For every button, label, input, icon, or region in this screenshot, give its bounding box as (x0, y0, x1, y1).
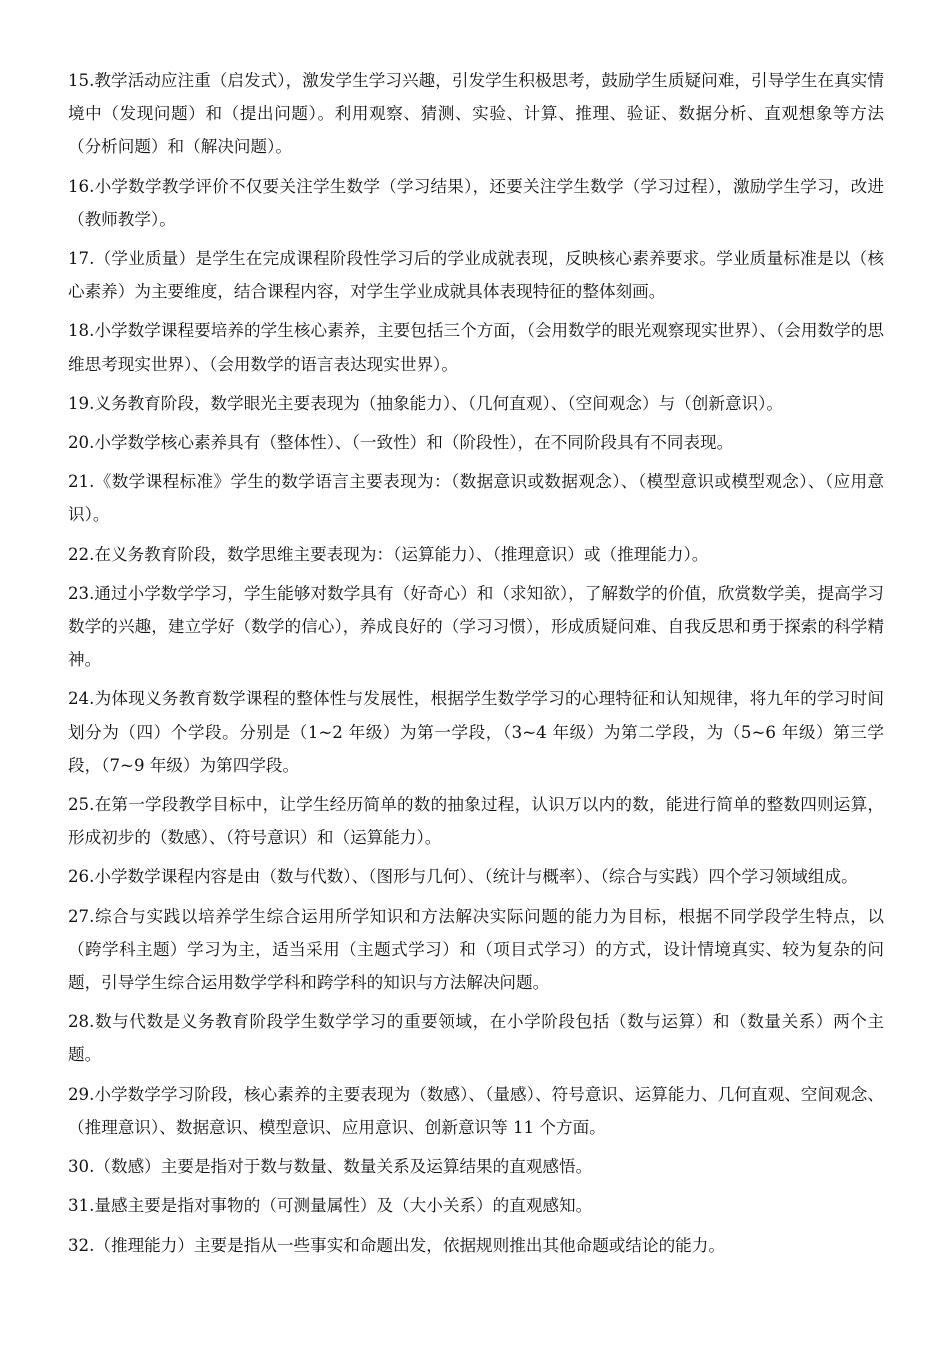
item-text: 在义务教育阶段，数学思维主要表现为：（运算能力）、（推理意识）或（推理能力）。 (94, 544, 709, 564)
item-text: 为体现义务教育数学课程的整体性与发展性，根据学生数学学习的心理特征和认知规律，将九年的学习时间划分为（四）个学段。分别是（1~2 年级）为第一学段，（3~4 年级）为第二学段，为（5~6 年级）第三学段，（7~9 年级）为第四学段。 (68, 689, 884, 775)
item-text: 义务教育阶段，数学眼光主要表现为（抽象能力）、（几何直观）、（空间观念）与（创新意识）。 (94, 393, 784, 413)
item-text: 在第一学段教学目标中，让学生经历简单的数的抽象过程，认识万以内的数，能进行简单的整数四则运算，形成初步的（数感）、（符号意识）和（运算能力）。 (68, 795, 884, 848)
item-text: 小学数学教学评价不仅要关注学生数学（学习结果），还要关注学生数学（学习过程），激励学生学习，改进（教师教学）。 (68, 176, 884, 229)
item-number: 17. (68, 249, 95, 269)
item-text: （学业质量）是学生在完成课程阶段性学习后的学业成就表现，反映核心素养要求。学业质量标准是以（核心素养）为主要维度，结合课程内容，对学生学业成就具体表现特征的整体刻画。 (68, 249, 884, 302)
list-item-22 (68, 538, 884, 571)
item-number: 30. (68, 1157, 95, 1177)
item-number: 31. (68, 1196, 95, 1216)
item-number: 26. (68, 867, 95, 887)
item-text: 小学数学学习阶段，核心素养的主要表现为（数感）、（量感）、符号意识、运算能力、几何直观、空间观念、（推理意识）、数据意识、模型意识、应用意识、创新意识等 11 个方面。 (68, 1084, 884, 1137)
item-number: 25. (68, 795, 95, 815)
list-item-29 (68, 1078, 884, 1144)
list-item-16 (68, 170, 884, 236)
list-item-15 (68, 64, 884, 164)
list-item-21 (68, 465, 884, 531)
list-item-24 (68, 682, 884, 782)
item-text: 小学数学核心素养具有（整体性）、（一致性）和（阶段性），在不同阶段具有不同表现。 (94, 433, 734, 453)
item-number: 22. (68, 544, 95, 564)
item-number: 29. (68, 1084, 95, 1104)
item-text: 综合与实践以培养学生综合运用所学知识和方法解决实际问题的能力为目标，根据不同学段学生特点，以（跨学科主题）学习为主，适当采用（主题式学习）和（项目式学习）的方式，设计情境真实、较为复杂的问题，引导学生综合运用数学学科和跨学科的知识与方法解决问题。 (68, 906, 884, 993)
list-item-25 (68, 788, 884, 854)
item-number: 20. (68, 433, 95, 453)
item-text: 通过小学数学学习，学生能够对数学具有（好奇心）和（求知欲），了解数学的价值，欣赏数学美，提高学习数学的兴趣，建立学好（数学的信心），养成良好的（学习习惯），形成质疑问难、自我反思和勇于探索的科学精神。 (68, 583, 884, 670)
item-number: 21. (68, 472, 95, 492)
item-text: 量感主要是指对事物的（可测量属性）及（大小关系）的直观感知。 (94, 1196, 593, 1216)
item-number: 18. (68, 321, 95, 341)
item-number: 32. (68, 1235, 95, 1255)
item-number: 27. (68, 906, 95, 926)
item-text: （推理能力）主要是指从一些事实和命题出发，依据规则推出其他命题或结论的能力。 (94, 1235, 725, 1255)
item-number: 24. (68, 689, 95, 709)
list-item-17 (68, 242, 884, 308)
list-item-27 (68, 900, 884, 1000)
item-text: 教学活动应注重（启发式），激发学生学习兴趣，引发学生积极思考，鼓励学生质疑问难，引导学生在真实情境中（发现问题）和（提出问题）。利用观察、猜测、实验、计算、推理、验证、数据分析、直观想象等方法（分析问题）和（解决问题）。 (68, 71, 884, 157)
item-number: 23. (68, 583, 95, 603)
item-number: 19. (68, 393, 95, 413)
item-text: 《数学课程标准》学生的数学语言主要表现为：（数据意识或数据观念）、（模型意识或模型观念）、（应用意识）。 (68, 472, 884, 525)
item-number: 16. (68, 176, 95, 196)
item-text: 小学数学课程内容是由（数与代数）、（图形与几何）、（统计与概率）、（综合与实践）四个学习领域组成。 (94, 867, 858, 887)
list-item-26 (68, 860, 884, 893)
item-number: 28. (68, 1012, 95, 1032)
list-item-19 (68, 387, 884, 420)
list-item-31 (68, 1189, 884, 1222)
list-item-23 (68, 577, 884, 677)
list-item-20 (68, 426, 884, 459)
list-item-32 (68, 1229, 884, 1262)
item-text: 数与代数是义务教育阶段学生数学学习的重要领域，在小学阶段包括（数与运算）和（数量关系）两个主题。 (68, 1012, 884, 1065)
list-item-28 (68, 1005, 884, 1071)
item-number: 15. (68, 71, 95, 90)
item-text: 小学数学课程要培养的学生核心素养，主要包括三个方面，（会用数学的眼光观察现实世界）、（会用数学的思维思考现实世界）、（会用数学的语言表达现实世界）。 (68, 321, 884, 374)
list-item-30 (68, 1150, 884, 1183)
list-item-18 (68, 314, 884, 380)
item-text: （数感）主要是指对于数与数量、数量关系及运算结果的直观感悟。 (94, 1157, 593, 1177)
